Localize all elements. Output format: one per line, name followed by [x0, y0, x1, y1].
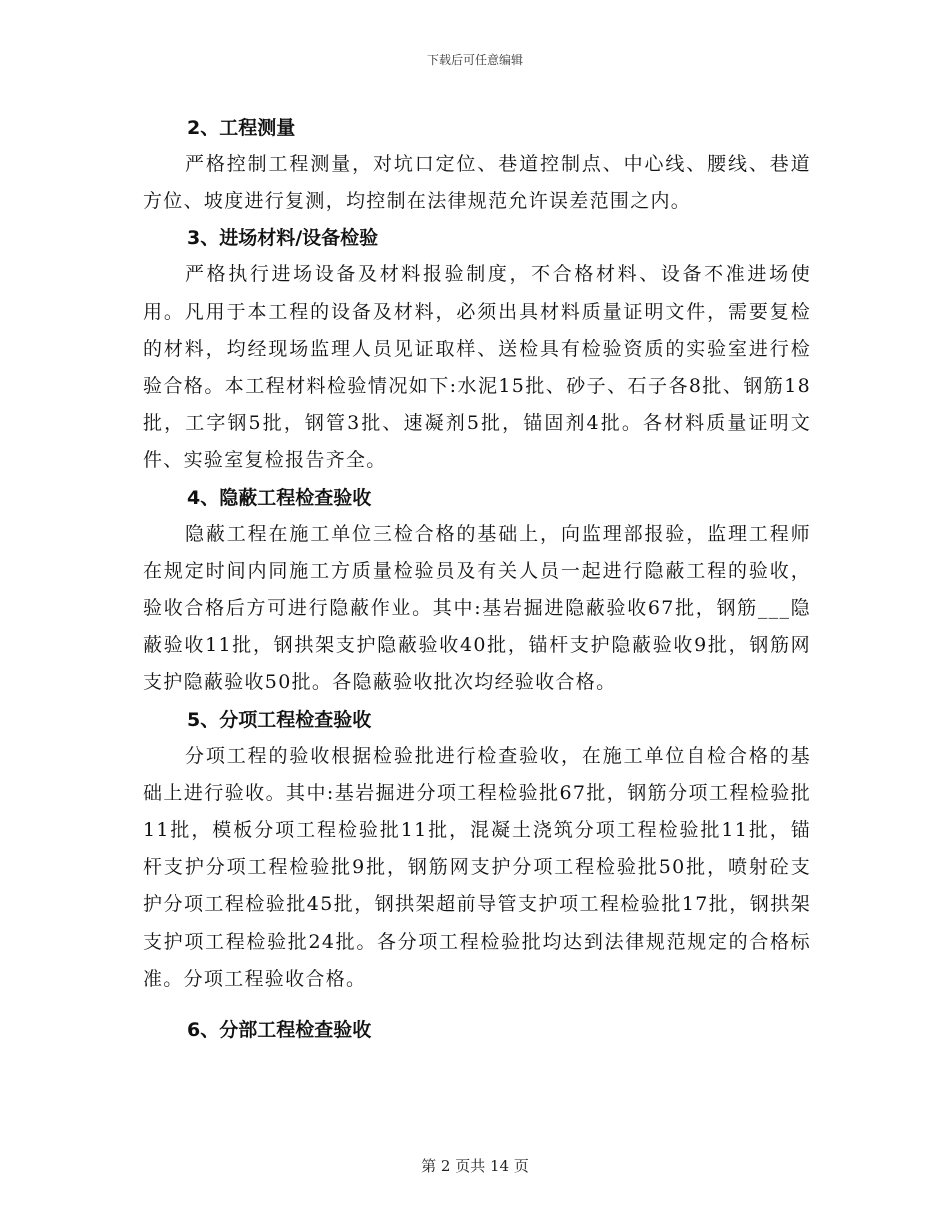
section-heading: 6、分部工程检查验收 — [187, 1019, 372, 1042]
section-division-works — [143, 1012, 811, 1048]
section-heading: 5、分项工程检查验收 — [187, 708, 372, 731]
section-survey — [143, 110, 811, 220]
section-material-inspection — [143, 220, 811, 479]
section-paragraph: 隐蔽工程在施工单位三检合格的基础上，向监理部报验，监理工程师在规定时间内同施工方质量检验员及有关人员一起进行隐蔽工程的验收，验收合格后方可进行隐蔽作业。其中:基岩掘进隐蔽验收67批，钢筋___隐蔽验收11批，钢拱架支护隐蔽验收40批，锚杆支护隐蔽验收9批，钢筋网支护隐蔽验收50批。各隐蔽验收批次均经验收合格。 — [143, 522, 811, 694]
page-header: 下载后可任意编辑 — [426, 53, 523, 67]
section-paragraph: 分项工程的验收根据检验批进行检查验收，在施工单位自检合格的基础上进行验收。其中:基岩掘进分项工程检验批67批，钢筋分项工程检验批11批，模板分项工程检验批11批，混凝土浇筑分项工程检验批11批，锚杆支护分项工程检验批9批，钢筋网支护分项工程检验批50批，喷射砼支护分项工程检验批45批，钢拱架超前导管支护项工程检验批17批，钢拱架支护项工程检验批24批。各分项工程检验批均达到法律规范规定的合格标准。分项工程验收合格。 — [143, 744, 811, 990]
section-heading: 2、工程测量 — [187, 117, 296, 139]
section-heading: 3、进场材料/设备检验 — [187, 227, 379, 250]
section-concealed-works — [143, 480, 811, 702]
section-paragraph: 严格执行进场设备及材料报验制度，不合格材料、设备不准进场使用。凡用于本工程的设备及材料，必须出具材料质量证明文件，需要复检的材料，均经现场监理人员见证取样、送检具有检验资质的实验室进行检验合格。本工程材料检验情况如下:水泥15批、砂子、石子各8批、钢筋18批，工字钢5批，钢管3批、速凝剂5批，锚固剂4批。各材料质量证明文件、实验室复检报告齐全。 — [143, 263, 811, 472]
document-body — [143, 110, 811, 1048]
section-paragraph: 严格控制工程测量，对坑口定位、巷道控制点、中心线、腰线、巷道方位、坡度进行复测，均控制在法律规范允许误差范围之内。 — [143, 153, 811, 213]
section-heading: 4、隐蔽工程检查验收 — [187, 486, 372, 509]
page-footer: 第 2 页共 14 页 — [421, 1157, 529, 1175]
section-subitem-works — [143, 702, 811, 998]
